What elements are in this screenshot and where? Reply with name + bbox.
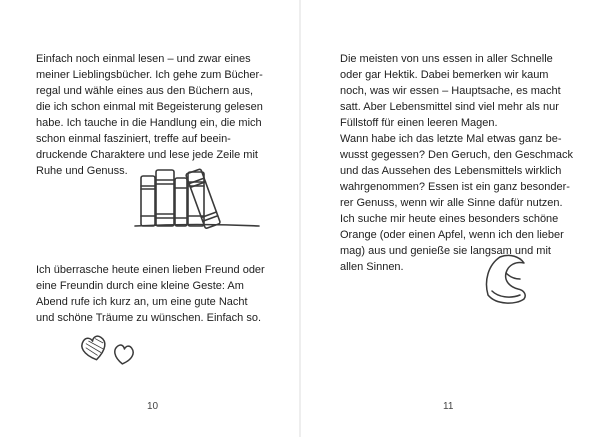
- page-number: 10: [147, 401, 159, 412]
- paragraph-reading: Einfach noch einmal lesen – und zwar eines meiner Lieblingsbücher. Ich gehe zum Bücher- regal und wähle eines aus den Büchern aus, die ich schon einmal mit Begeisterung gelesen habe. Ich tauche in die Handlung ein, die mich schon einmal fasziniert, treffe auf beein- druckende Charaktere und lese jede Zeile mit Ruhe und Genuss.: [36, 53, 263, 177]
- books-icon: [131, 160, 263, 230]
- right-page: [300, 0, 600, 437]
- page-number: 11: [443, 401, 454, 412]
- paragraph-friend: Ich überrasche heute einen lieben Freund oder eine Freundin durch eine kleine Geste: Am Abend rufe ich kurz an, um eine gute Nacht und schöne Träume zu wünschen. Einfach so.: [36, 264, 265, 324]
- hearts-icon: [76, 330, 142, 370]
- fortune-cookie-icon: [482, 251, 530, 305]
- paragraph-eating: Die meisten von uns essen in aller Schnelle oder gar Hektik. Dabei bemerken wir kaum noch, was wir essen – Hauptsache, es macht satt. Aber Lebensmittel sind viel mehr als nur Füllstoff für einen leeren Magen. Wann habe ich das letzte Mal etwas ganz be- wusst gegessen? Den Geruch, den Geschmack und das Aussehen des Lebensmittels wirklich wahrgenommen? Essen ist ein ganz besonder- rer Genuss, wenn wir alle Sinne dafür nutzen. Ich suche mir heute eines besonders schöne Orange (oder einen Apfel, wenn ich den lieber mag) aus und genieße sie langsam und mit allen Sinnen.: [340, 53, 573, 273]
